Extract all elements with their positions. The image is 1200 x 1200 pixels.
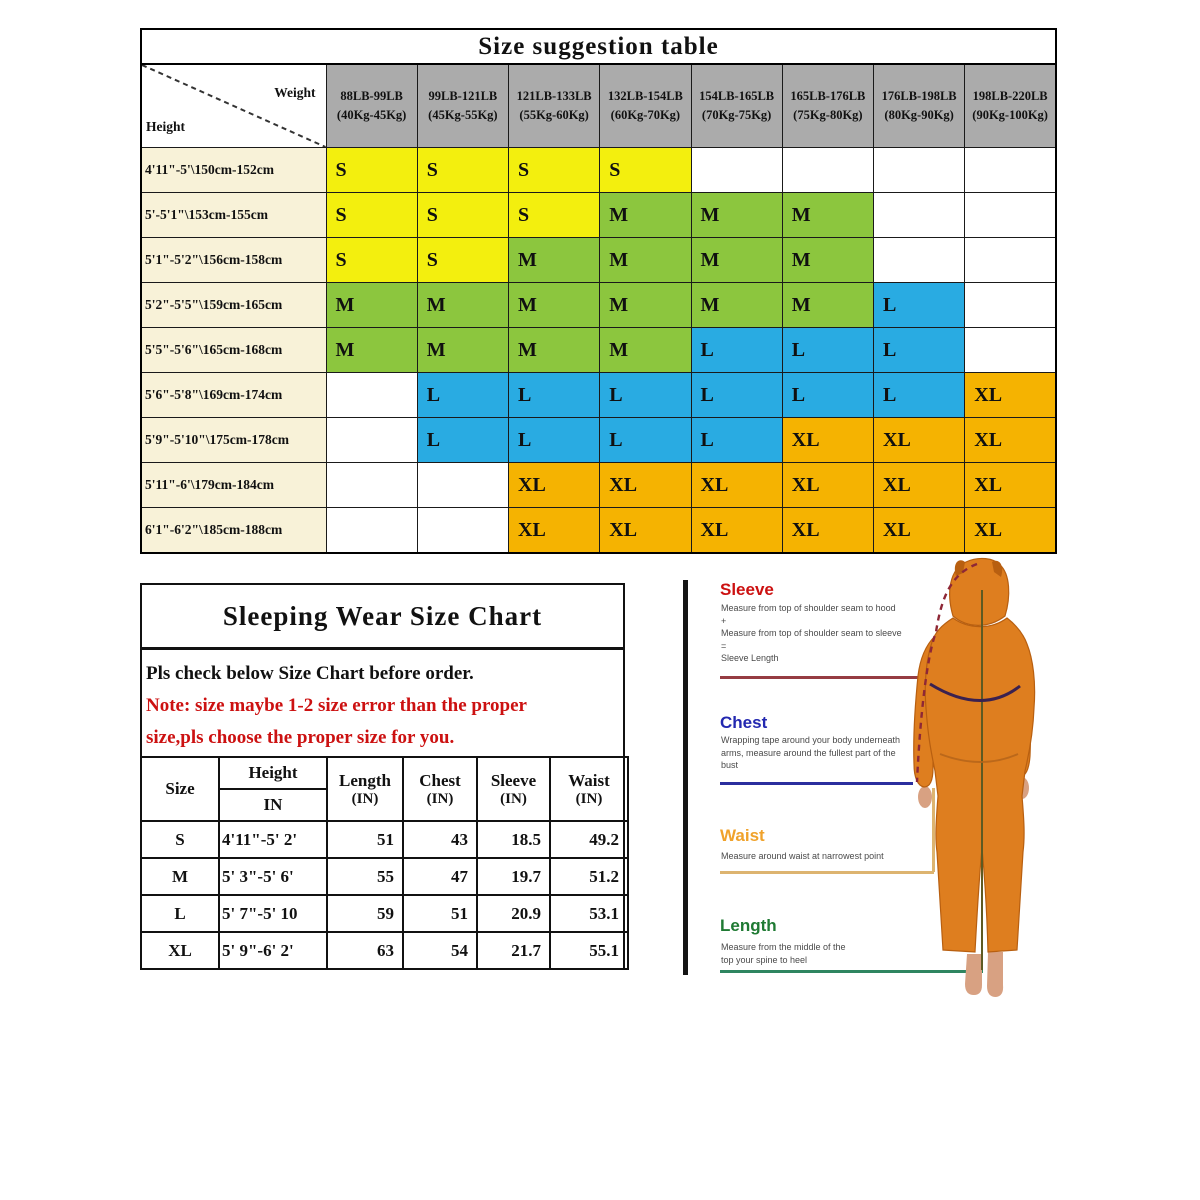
size-chart-sleeve-value: 19.7 — [477, 858, 550, 895]
weight-column-header — [782, 64, 873, 148]
size-cell-empty — [417, 508, 508, 554]
note-check-before-order: Pls check below Size Chart before order. — [146, 663, 474, 684]
weight-header-row — [141, 64, 1056, 148]
size-cell-m: M — [691, 283, 782, 328]
weight-column-header — [691, 64, 782, 148]
size-cell-l: L — [691, 373, 782, 418]
table-title: Size suggestion table — [141, 29, 1056, 64]
size-chart-row — [141, 932, 628, 969]
size-cell-l: L — [417, 373, 508, 418]
weight-col-kg: (45Kg-55Kg) — [428, 108, 498, 122]
note-warning-line1: Note: size maybe 1-2 size error than the proper — [146, 695, 527, 716]
size-cell-m: M — [509, 238, 600, 283]
size-chart-sleeve-value: 20.9 — [477, 895, 550, 932]
suggestion-row — [141, 193, 1056, 238]
size-chart-sleeve-value: 21.7 — [477, 932, 550, 969]
size-cell-empty — [965, 238, 1056, 283]
size-cell-s: S — [326, 193, 417, 238]
weight-col-kg: (70Kg-75Kg) — [701, 108, 772, 122]
size-cell-s: S — [326, 238, 417, 283]
measure-label-chest: Chest — [720, 713, 768, 732]
size-chart-sleeve-value: 18.5 — [477, 821, 550, 858]
size-suggestion-table — [140, 28, 1057, 554]
height-range-label: 5'9"-5'10"\175cm-178cm — [141, 418, 326, 463]
col-header-sleeve — [477, 757, 550, 821]
size-cell-m: M — [691, 193, 782, 238]
size-cell-xl: XL — [509, 463, 600, 508]
size-cell-m: M — [782, 193, 873, 238]
measure-label-length: Length — [720, 916, 777, 935]
col-header-length-unit: (IN) — [351, 790, 379, 807]
size-cell-empty — [874, 238, 965, 283]
sleeping-wear-size-chart-box — [140, 583, 625, 970]
measure-label-sleeve: Sleeve — [720, 580, 774, 599]
size-chart-row — [141, 821, 628, 858]
size-cell-s: S — [417, 193, 508, 238]
corner-height-label: Height — [146, 119, 185, 134]
suggestion-row — [141, 463, 1056, 508]
size-cell-m: M — [509, 328, 600, 373]
suggestion-row — [141, 328, 1056, 373]
weight-col-lb: 99LB-121LB — [428, 88, 498, 103]
size-cell-empty — [874, 148, 965, 193]
measure-guide-left-bar — [683, 580, 688, 975]
col-header-sleeve-unit: (IN) — [500, 790, 527, 807]
size-cell-xl: XL — [509, 508, 600, 554]
size-chart-size-value: XL — [141, 932, 219, 969]
size-cell-xl: XL — [965, 508, 1056, 554]
corner-weight-label: Weight — [274, 85, 316, 100]
weight-column-header — [874, 64, 965, 148]
size-cell-empty — [965, 283, 1056, 328]
size-chart-header-row — [141, 757, 628, 821]
size-cell-empty — [326, 463, 417, 508]
height-range-label: 5'11"-6'\179cm-184cm — [141, 463, 326, 508]
size-cell-l: L — [782, 328, 873, 373]
measure-line-chest — [720, 782, 913, 785]
suggestion-row — [141, 373, 1056, 418]
size-cell-l: L — [509, 373, 600, 418]
size-chart-size-value: S — [141, 821, 219, 858]
size-cell-m: M — [600, 283, 691, 328]
weight-col-lb: 176LB-198LB — [881, 88, 957, 103]
size-chart-height-value: 4'11"-5' 2' — [219, 821, 327, 858]
weight-col-lb: 165LB-176LB — [790, 88, 866, 103]
suggestion-row — [141, 283, 1056, 328]
col-header-length — [327, 757, 403, 821]
size-cell-xl: XL — [600, 463, 691, 508]
height-range-label: 5'-5'1"\153cm-155cm — [141, 193, 326, 238]
size-cell-xl: XL — [965, 373, 1056, 418]
size-cell-empty — [326, 508, 417, 554]
size-cell-xl: XL — [600, 508, 691, 554]
measure-desc-line: Measure from top of shoulder seam to sleeve — [721, 628, 902, 639]
weight-column-header — [326, 64, 417, 148]
suggestion-row — [141, 238, 1056, 283]
measure-desc-line: bust — [721, 760, 739, 771]
size-cell-xl: XL — [691, 508, 782, 554]
size-cell-l: L — [509, 418, 600, 463]
size-chart-chest-value: 47 — [403, 858, 477, 895]
weight-col-kg: (55Kg-60Kg) — [519, 108, 589, 122]
size-chart-waist-value: 49.2 — [550, 821, 628, 858]
torso-and-legs — [925, 618, 1034, 952]
size-chart-chest-value: 43 — [403, 821, 477, 858]
right-foot — [987, 952, 1003, 997]
size-cell-empty — [417, 463, 508, 508]
col-header-chest-label: Chest — [419, 770, 461, 790]
size-cell-s: S — [509, 148, 600, 193]
height-range-label: 5'5"-5'6"\165cm-168cm — [141, 328, 326, 373]
size-chart-length-value: 55 — [327, 858, 403, 895]
weight-col-lb: 198LB-220LB — [972, 88, 1048, 103]
weight-col-lb: 121LB-133LB — [516, 88, 592, 103]
weight-col-lb: 88LB-99LB — [340, 88, 403, 103]
weight-col-lb: 154LB-165LB — [699, 88, 775, 103]
size-cell-xl: XL — [691, 463, 782, 508]
col-header-sleeve-label: Sleeve — [490, 770, 537, 790]
size-cell-xl: XL — [965, 463, 1056, 508]
size-cell-xl: XL — [874, 418, 965, 463]
size-cell-m: M — [417, 328, 508, 373]
corner-cell — [141, 64, 326, 148]
col-header-height-unit: IN — [263, 795, 283, 814]
weight-col-kg: (40Kg-45Kg) — [336, 108, 407, 122]
size-chart-height-value: 5' 3"-5' 6' — [219, 858, 327, 895]
suggestion-row — [141, 508, 1056, 554]
size-cell-s: S — [509, 193, 600, 238]
onesie-figure-back — [895, 556, 1065, 1006]
weight-col-kg: (80Kg-90Kg) — [884, 108, 954, 122]
col-header-height-label: Height — [220, 758, 326, 790]
weight-col-kg: (75Kg-80Kg) — [793, 108, 863, 122]
size-cell-empty — [965, 148, 1056, 193]
col-header-size: Size — [141, 757, 219, 821]
suggestion-row — [141, 418, 1056, 463]
measure-desc-line: Measure from top of shoulder seam to hood — [721, 603, 896, 613]
size-cell-s: S — [326, 148, 417, 193]
size-cell-empty — [691, 148, 782, 193]
size-cell-m: M — [600, 193, 691, 238]
size-cell-m: M — [600, 328, 691, 373]
size-chart-notes — [142, 650, 623, 751]
size-chart-chest-value: 54 — [403, 932, 477, 969]
size-chart-length-value: 59 — [327, 895, 403, 932]
size-chart-length-value: 63 — [327, 932, 403, 969]
height-range-label: 5'1"-5'2"\156cm-158cm — [141, 238, 326, 283]
size-suggestion-table-section — [140, 28, 1057, 554]
measure-desc-line: arms, measure around the fullest part of the — [721, 747, 896, 758]
size-chart-row — [141, 895, 628, 932]
size-cell-xl: XL — [782, 418, 873, 463]
measure-desc-line: top your spine to heel — [721, 954, 808, 965]
size-cell-s: S — [417, 238, 508, 283]
size-cell-empty — [782, 148, 873, 193]
size-cell-l: L — [691, 418, 782, 463]
col-header-height — [219, 757, 327, 821]
size-cell-m: M — [600, 238, 691, 283]
measure-desc-line: Measure from the middle of the — [721, 942, 846, 952]
col-header-waist-label: Waist — [568, 770, 610, 790]
size-chart-waist-value: 55.1 — [550, 932, 628, 969]
col-header-waist — [550, 757, 628, 821]
left-foot — [965, 954, 982, 995]
measure-desc-line: Wrapping tape around your body underneath — [721, 735, 900, 745]
size-cell-l: L — [874, 373, 965, 418]
left-hand — [918, 786, 932, 808]
size-cell-l: L — [874, 328, 965, 373]
size-chart-size-value: L — [141, 895, 219, 932]
measure-desc-line: Measure around waist at narrowest point — [721, 851, 884, 861]
size-cell-s: S — [417, 148, 508, 193]
col-header-chest-unit: (IN) — [426, 790, 454, 807]
suggestion-row — [141, 148, 1056, 193]
size-cell-empty — [965, 193, 1056, 238]
size-chart-row — [141, 858, 628, 895]
size-cell-m: M — [509, 283, 600, 328]
size-cell-s: S — [600, 148, 691, 193]
size-chart-length-value: 51 — [327, 821, 403, 858]
size-cell-xl: XL — [782, 508, 873, 554]
size-cell-xl: XL — [874, 508, 965, 554]
table-title-row — [141, 29, 1056, 64]
size-cell-xl: XL — [874, 463, 965, 508]
height-range-label: 5'2"-5'5"\159cm-165cm — [141, 283, 326, 328]
size-cell-m: M — [782, 238, 873, 283]
size-cell-l: L — [691, 328, 782, 373]
size-chart-table — [140, 756, 629, 970]
size-cell-m: M — [691, 238, 782, 283]
weight-col-kg: (60Kg-70Kg) — [610, 108, 681, 122]
size-cell-m: M — [326, 283, 417, 328]
size-cell-empty — [326, 418, 417, 463]
note-warning-line2: size,pls choose the proper size for you. — [146, 727, 455, 748]
size-chart-height-value: 5' 9"-6' 2' — [219, 932, 327, 969]
size-cell-l: L — [417, 418, 508, 463]
weight-column-header — [509, 64, 600, 148]
size-cell-m: M — [326, 328, 417, 373]
size-cell-xl: XL — [965, 418, 1056, 463]
size-cell-xl: XL — [782, 463, 873, 508]
size-cell-l: L — [600, 373, 691, 418]
size-cell-l: L — [874, 283, 965, 328]
size-cell-l: L — [782, 373, 873, 418]
size-chart-height-value: 5' 7"-5' 10 — [219, 895, 327, 932]
size-chart-chest-value: 51 — [403, 895, 477, 932]
measure-desc-line: + — [721, 615, 727, 626]
weight-col-lb: 132LB-154LB — [607, 88, 683, 103]
size-cell-l: L — [600, 418, 691, 463]
size-cell-empty — [965, 328, 1056, 373]
col-header-length-label: Length — [339, 770, 391, 790]
weight-column-header — [965, 64, 1056, 148]
measure-desc-line: Sleeve Length — [721, 653, 779, 664]
measure-desc-line: = — [721, 640, 727, 651]
size-cell-empty — [326, 373, 417, 418]
size-cell-m: M — [782, 283, 873, 328]
weight-col-kg: (90Kg-100Kg) — [972, 108, 1048, 122]
height-range-label: 5'6"-5'8"\169cm-174cm — [141, 373, 326, 418]
size-cell-m: M — [417, 283, 508, 328]
col-header-chest — [403, 757, 477, 821]
size-chart-waist-value: 51.2 — [550, 858, 628, 895]
col-header-waist-unit: (IN) — [575, 790, 603, 807]
weight-column-header — [600, 64, 691, 148]
size-chart-size-value: M — [141, 858, 219, 895]
measure-label-waist: Waist — [720, 826, 765, 845]
size-chart-waist-value: 53.1 — [550, 895, 628, 932]
size-chart-title: Sleeping Wear Size Chart — [142, 585, 623, 650]
weight-column-header — [417, 64, 508, 148]
size-cell-empty — [874, 193, 965, 238]
height-range-label: 4'11"-5'\150cm-152cm — [141, 148, 326, 193]
height-range-label: 6'1"-6'2"\185cm-188cm — [141, 508, 326, 554]
